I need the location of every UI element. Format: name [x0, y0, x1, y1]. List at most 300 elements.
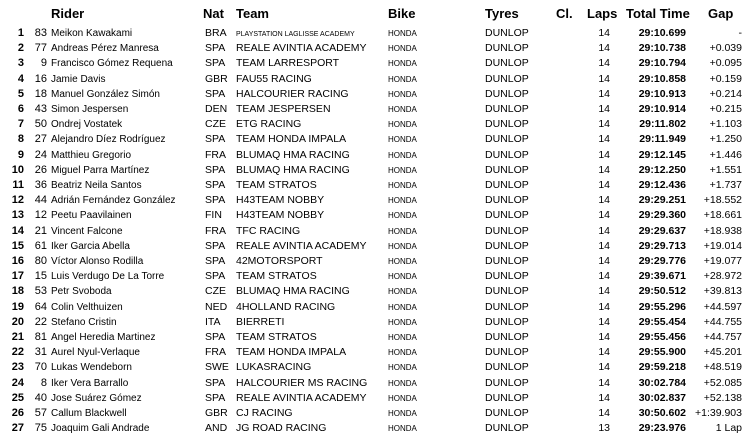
header-gap: Gap	[708, 6, 734, 21]
bike-cell: HONDA	[388, 241, 417, 251]
team-cell: BIERRETI	[236, 315, 285, 328]
tyres-cell: DUNLOP	[485, 179, 529, 191]
team-cell: TFC RACING	[236, 224, 301, 237]
position-cell: 4	[17, 72, 24, 85]
team-cell: REALE AVINTIA ACADEMY	[236, 239, 367, 252]
rider-number-cell: 16	[34, 72, 47, 85]
position-cell: 17	[11, 270, 24, 283]
table-row	[0, 421, 745, 436]
table-row	[0, 148, 745, 163]
team-cell: TEAM STRATOS	[236, 270, 317, 283]
total-time-cell: 29:12.436	[638, 179, 686, 191]
total-time-cell: 29:10.914	[638, 103, 686, 115]
position-cell: 25	[11, 391, 24, 404]
tyres-cell: DUNLOP	[485, 346, 529, 359]
total-time-cell: 29:10.913	[638, 87, 686, 100]
rider-name-cell: Matthieu Gregorio	[51, 149, 132, 161]
nationality-cell: SPA	[205, 270, 226, 283]
bike-cell: HONDA	[388, 378, 417, 388]
position-cell: 22	[11, 346, 24, 359]
nationality-cell: FRA	[205, 346, 226, 359]
bike-cell: HONDA	[388, 89, 417, 99]
table-row	[0, 391, 745, 406]
bike-cell: HONDA	[388, 409, 417, 418]
table-row	[0, 376, 745, 391]
rider-number-cell: 50	[34, 118, 47, 131]
table-row	[0, 193, 745, 208]
team-cell: H43TEAM NOBBY	[236, 194, 325, 207]
laps-cell: 14	[598, 224, 610, 237]
nationality-cell: ITA	[205, 315, 221, 328]
results-table-header	[0, 0, 745, 26]
nationality-cell: SPA	[205, 87, 226, 100]
bike-cell: HONDA	[388, 257, 417, 266]
header-bike: Bike	[388, 6, 416, 21]
laps-cell: 14	[598, 285, 610, 298]
rider-name-cell: Aurel Nyul-Verlaque	[51, 347, 140, 359]
bike-cell: HONDA	[388, 393, 417, 403]
position-cell: 23	[11, 361, 24, 374]
total-time-cell: 30:50.602	[638, 407, 686, 419]
position-cell: 13	[11, 209, 24, 222]
tyres-cell: DUNLOP	[485, 27, 529, 39]
rider-number-cell: 81	[34, 331, 47, 343]
tyres-cell: DUNLOP	[485, 315, 529, 328]
team-cell: JG ROAD RACING	[236, 422, 327, 435]
team-cell: HALCOURIER RACING	[236, 87, 349, 100]
laps-cell: 13	[598, 422, 610, 435]
team-cell: TEAM STRATOS	[236, 179, 317, 191]
gap-cell: +0.095	[709, 57, 742, 70]
rider-name-cell: Peetu Paavilainen	[51, 210, 132, 222]
team-cell: BLUMAQ HMA RACING	[236, 163, 350, 176]
nationality-cell: NED	[205, 300, 228, 313]
laps-cell: 14	[598, 376, 610, 389]
laps-cell: 14	[598, 57, 610, 70]
bike-cell: HONDA	[388, 226, 417, 236]
header-nat: Nat	[203, 6, 224, 21]
nationality-cell: SPA	[205, 57, 226, 70]
tyres-cell: DUNLOP	[485, 270, 529, 283]
rider-name-cell: Alejandro Díez Rodríguez	[51, 134, 166, 146]
team-cell: TEAM HONDA IMPALA	[236, 133, 347, 146]
position-cell: 12	[11, 194, 24, 207]
rider-name-cell: Lukas Wendeborn	[51, 362, 132, 374]
team-cell: LUKASRACING	[236, 361, 312, 374]
nationality-cell: SPA	[205, 376, 226, 389]
bike-cell: HONDA	[388, 287, 417, 297]
rider-name-cell: Angel Heredia Martinez	[51, 332, 156, 343]
total-time-cell: 29:55.900	[638, 346, 686, 359]
gap-cell: +1:39.903	[694, 407, 742, 419]
total-time-cell: 30:02.784	[638, 376, 686, 389]
tyres-cell: DUNLOP	[485, 118, 529, 131]
rider-number-cell: 24	[34, 148, 47, 161]
position-cell: 10	[11, 163, 24, 176]
tyres-cell: DUNLOP	[485, 239, 529, 252]
laps-cell: 14	[598, 27, 610, 39]
gap-cell: +52.138	[703, 391, 742, 404]
laps-cell: 14	[598, 42, 610, 55]
nationality-cell: DEN	[205, 103, 228, 115]
rider-name-cell: Francisco Gómez Requena	[51, 58, 173, 70]
total-time-cell: 29:23.976	[638, 422, 686, 435]
tyres-cell: DUNLOP	[485, 391, 529, 404]
tyres-cell: DUNLOP	[485, 42, 529, 55]
bike-cell: HONDA	[388, 29, 417, 38]
gap-cell: +18.552	[703, 194, 742, 207]
nationality-cell: SPA	[205, 239, 226, 252]
team-cell: BLUMAQ HMA RACING	[236, 285, 350, 298]
rider-name-cell: Iker Garcia Abella	[51, 240, 130, 252]
nationality-cell: GBR	[205, 72, 228, 85]
rider-number-cell: 18	[34, 87, 47, 100]
nationality-cell: CZE	[205, 118, 226, 131]
total-time-cell: 29:10.699	[638, 27, 686, 39]
position-cell: 21	[11, 331, 24, 343]
laps-cell: 14	[598, 118, 610, 131]
laps-cell: 14	[598, 87, 610, 100]
header-total-time: Total Time	[626, 6, 690, 21]
nationality-cell: AND	[205, 422, 228, 435]
rider-name-cell: Iker Vera Barrallo	[51, 377, 129, 389]
table-row	[0, 178, 745, 193]
team-cell: TEAM STRATOS	[236, 331, 317, 343]
team-cell: ETG RACING	[236, 118, 302, 131]
bike-cell: HONDA	[388, 302, 417, 312]
total-time-cell: 29:10.858	[638, 72, 686, 85]
laps-cell: 14	[598, 103, 610, 115]
laps-cell: 14	[598, 391, 610, 404]
rider-name-cell: Luis Verdugo De La Torre	[51, 271, 165, 283]
gap-cell: +0.214	[709, 87, 742, 100]
gap-cell: +1.551	[709, 163, 742, 176]
tyres-cell: DUNLOP	[485, 331, 529, 343]
rider-number-cell: 70	[34, 361, 47, 374]
gap-cell: +45.201	[703, 346, 742, 359]
bike-cell: HONDA	[388, 211, 417, 221]
laps-cell: 14	[598, 361, 610, 374]
rider-name-cell: Adrián Fernández González	[51, 195, 176, 207]
tyres-cell: DUNLOP	[485, 209, 529, 222]
table-row	[0, 87, 745, 102]
gap-cell: +1.446	[709, 148, 742, 161]
table-row	[0, 163, 745, 178]
bike-cell: HONDA	[388, 165, 417, 175]
laps-cell: 14	[598, 163, 610, 176]
gap-cell: +52.085	[703, 376, 742, 389]
gap-cell: 1 Lap	[715, 422, 742, 435]
team-cell: HALCOURIER MS RACING	[236, 376, 368, 389]
tyres-cell: DUNLOP	[485, 285, 529, 298]
laps-cell: 14	[598, 300, 610, 313]
nationality-cell: FRA	[205, 224, 226, 237]
team-cell: 42MOTORSPORT	[236, 255, 323, 267]
rider-number-cell: 12	[34, 209, 47, 222]
gap-cell: +0.159	[709, 72, 742, 85]
rider-number-cell: 80	[34, 255, 47, 267]
gap-cell: +44.757	[703, 331, 742, 343]
total-time-cell: 29:29.360	[638, 209, 686, 222]
bike-cell: HONDA	[388, 44, 417, 54]
tyres-cell: DUNLOP	[485, 163, 529, 176]
rider-name-cell: Manuel González Simón	[51, 88, 160, 100]
rider-number-cell: 75	[34, 422, 47, 435]
position-cell: 1	[17, 27, 24, 39]
position-cell: 11	[12, 179, 24, 191]
position-cell: 9	[17, 148, 24, 161]
rider-number-cell: 53	[34, 285, 47, 298]
rider-name-cell: Colin Velthuizen	[51, 301, 123, 313]
rider-name-cell: Ondrej Vostatek	[51, 119, 123, 131]
gap-cell: +1.250	[709, 133, 742, 146]
bike-cell: HONDA	[388, 317, 417, 327]
table-row	[0, 345, 745, 360]
header-laps: Laps	[587, 6, 618, 21]
position-cell: 19	[11, 300, 24, 313]
gap-cell: +1.737	[709, 179, 742, 191]
rider-name-cell: Víctor Alonso Rodilla	[51, 256, 144, 267]
bike-cell: HONDA	[388, 348, 417, 358]
table-row	[0, 41, 745, 56]
rider-number-cell: 9	[40, 57, 47, 70]
tyres-cell: DUNLOP	[485, 133, 529, 146]
gap-cell: +0.215	[709, 103, 742, 115]
team-cell: FAU55 RACING	[236, 72, 312, 85]
position-cell: 3	[17, 57, 24, 70]
nationality-cell: FIN	[205, 209, 222, 222]
tyres-cell: DUNLOP	[485, 376, 529, 389]
rider-number-cell: 43	[34, 103, 47, 115]
nationality-cell: SPA	[205, 179, 226, 191]
tyres-cell: DUNLOP	[485, 87, 529, 100]
tyres-cell: DUNLOP	[485, 300, 529, 313]
rider-name-cell: Vincent Falcone	[51, 225, 123, 237]
tyres-cell: DUNLOP	[485, 103, 529, 115]
total-time-cell: 29:55.456	[638, 331, 686, 343]
total-time-cell: 29:29.776	[638, 255, 686, 267]
total-time-cell: 29:12.145	[638, 148, 686, 161]
bike-cell: HONDA	[388, 272, 417, 282]
total-time-cell: 29:29.713	[638, 239, 686, 252]
rider-name-cell: Callum Blackwell	[51, 408, 127, 419]
rider-number-cell: 26	[34, 163, 47, 176]
table-row	[0, 360, 745, 375]
total-time-cell: 29:10.794	[638, 57, 686, 70]
nationality-cell: BRA	[205, 27, 227, 39]
nationality-cell: SPA	[205, 194, 226, 207]
tyres-cell: DUNLOP	[485, 224, 529, 237]
total-time-cell: 29:50.512	[638, 285, 686, 298]
total-time-cell: 29:29.637	[638, 224, 686, 237]
rider-number-cell: 27	[34, 133, 47, 146]
total-time-cell: 29:55.296	[638, 300, 686, 313]
nationality-cell: GBR	[205, 407, 228, 419]
rider-number-cell: 8	[40, 376, 47, 389]
laps-cell: 14	[598, 179, 610, 191]
header-class: Cl.	[556, 6, 573, 21]
nationality-cell: SPA	[205, 42, 226, 55]
gap-cell: +19.014	[703, 239, 742, 252]
laps-cell: 14	[598, 239, 610, 252]
bike-cell: HONDA	[388, 363, 417, 373]
position-cell: 27	[11, 422, 24, 435]
rider-name-cell: Stefano Cristin	[51, 316, 117, 328]
rider-name-cell: Jamie Davis	[51, 73, 106, 85]
position-cell: 5	[17, 87, 24, 100]
table-row	[0, 330, 745, 345]
position-cell: 20	[11, 315, 24, 328]
total-time-cell: 29:55.454	[638, 315, 686, 328]
table-row	[0, 406, 745, 421]
nationality-cell: SWE	[205, 361, 229, 374]
rider-name-cell: Miguel Parra Martínez	[51, 164, 150, 176]
table-row	[0, 72, 745, 87]
table-row	[0, 224, 745, 239]
rider-name-cell: Simon Jespersen	[51, 104, 129, 115]
gap-cell: +18.661	[703, 209, 742, 222]
tyres-cell: DUNLOP	[485, 407, 529, 419]
laps-cell: 14	[598, 346, 610, 359]
table-row	[0, 132, 745, 147]
laps-cell: 14	[598, 133, 610, 146]
laps-cell: 14	[598, 255, 610, 267]
position-cell: 8	[17, 133, 24, 146]
bike-cell: HONDA	[388, 181, 417, 190]
total-time-cell: 29:29.251	[638, 194, 686, 207]
gap-cell: +28.972	[703, 270, 742, 283]
tyres-cell: DUNLOP	[485, 361, 529, 374]
bike-cell: HONDA	[388, 196, 417, 206]
rider-name-cell: Petr Svoboda	[51, 286, 112, 298]
rider-name-cell: Meikon Kawakami	[51, 28, 133, 39]
total-time-cell: 29:39.671	[638, 270, 686, 283]
team-cell: CJ RACING	[236, 407, 293, 419]
rider-number-cell: 57	[34, 407, 47, 419]
rider-number-cell: 77	[34, 42, 47, 55]
bike-cell: HONDA	[388, 150, 417, 160]
rider-name-cell: Jose Suárez Gómez	[51, 392, 142, 404]
rider-name-cell: Beatriz Neila Santos	[51, 180, 142, 191]
position-cell: 18	[11, 285, 24, 298]
team-cell: REALE AVINTIA ACADEMY	[236, 391, 367, 404]
gap-cell: +44.755	[703, 315, 742, 328]
nationality-cell: SPA	[205, 163, 226, 176]
rider-name-cell: Andreas Pérez Manresa	[51, 43, 159, 55]
tyres-cell: DUNLOP	[485, 57, 529, 70]
nationality-cell: SPA	[205, 133, 226, 146]
rider-number-cell: 36	[34, 179, 47, 191]
rider-number-cell: 31	[34, 346, 47, 359]
header-team: Team	[236, 6, 269, 21]
team-cell: TEAM HONDA IMPALA	[236, 346, 347, 359]
team-cell: 4HOLLAND RACING	[236, 300, 336, 313]
rider-number-cell: 22	[34, 315, 47, 328]
gap-cell: +18.938	[703, 224, 742, 237]
laps-cell: 14	[598, 331, 610, 343]
gap-cell: +44.597	[703, 300, 742, 313]
table-row	[0, 208, 745, 223]
table-row	[0, 117, 745, 132]
tyres-cell: DUNLOP	[485, 422, 529, 435]
laps-cell: 14	[598, 72, 610, 85]
position-cell: 7	[17, 118, 24, 131]
table-row	[0, 239, 745, 254]
position-cell: 2	[17, 42, 24, 55]
rider-number-cell: 61	[34, 239, 47, 252]
tyres-cell: DUNLOP	[485, 194, 529, 207]
table-row	[0, 300, 745, 315]
gap-cell: +0.039	[709, 42, 742, 55]
rider-name-cell: Joaquim Gali Andrade	[51, 423, 150, 435]
total-time-cell: 29:11.949	[639, 133, 686, 146]
bike-cell: HONDA	[388, 424, 417, 434]
position-cell: 24	[11, 376, 24, 389]
rider-number-cell: 44	[34, 194, 47, 207]
nationality-cell: SPA	[205, 331, 226, 343]
rider-number-cell: 83	[34, 27, 47, 39]
table-row	[0, 56, 745, 71]
table-row	[0, 269, 745, 284]
tyres-cell: DUNLOP	[485, 148, 529, 161]
bike-cell: HONDA	[388, 120, 417, 130]
rider-number-cell: 21	[34, 224, 47, 237]
laps-cell: 14	[598, 270, 610, 283]
team-cell: REALE AVINTIA ACADEMY	[236, 42, 367, 55]
bike-cell: HONDA	[388, 105, 417, 114]
laps-cell: 14	[598, 209, 610, 222]
laps-cell: 14	[598, 407, 610, 419]
header-tyres: Tyres	[485, 6, 519, 21]
bike-cell: HONDA	[388, 74, 417, 84]
rider-number-cell: 15	[34, 270, 47, 283]
team-cell: TEAM LARRESPORT	[236, 57, 340, 70]
rider-number-cell: 40	[34, 391, 47, 404]
rider-number-cell: 64	[34, 300, 47, 313]
position-cell: 26	[11, 407, 24, 419]
gap-cell: +19.077	[703, 255, 742, 267]
table-row	[0, 254, 745, 269]
laps-cell: 14	[598, 194, 610, 207]
nationality-cell: SPA	[205, 391, 226, 404]
nationality-cell: FRA	[205, 148, 226, 161]
position-cell: 15	[11, 239, 24, 252]
gap-cell: +1.103	[709, 118, 742, 131]
tyres-cell: DUNLOP	[485, 255, 529, 267]
laps-cell: 14	[598, 148, 610, 161]
laps-cell: 14	[598, 315, 610, 328]
table-row	[0, 102, 745, 117]
team-cell: PLAYSTATION LAGLISSE ACADEMY	[236, 31, 355, 38]
nationality-cell: CZE	[205, 285, 226, 298]
nationality-cell: SPA	[205, 255, 226, 267]
team-cell: H43TEAM NOBBY	[236, 209, 325, 222]
bike-cell: HONDA	[388, 59, 417, 69]
tyres-cell: DUNLOP	[485, 72, 529, 85]
bike-cell: HONDA	[388, 135, 417, 145]
team-cell: TEAM JESPERSEN	[236, 103, 331, 115]
total-time-cell: 29:10.738	[638, 42, 686, 55]
total-time-cell: 30:02.837	[638, 391, 686, 404]
gap-cell: -	[738, 27, 742, 39]
gap-cell: +48.519	[703, 361, 742, 374]
header-rider: Rider	[51, 6, 85, 21]
table-row	[0, 315, 745, 330]
table-row	[0, 284, 745, 299]
total-time-cell: 29:12.250	[638, 163, 686, 176]
gap-cell: +39.813	[703, 285, 742, 298]
team-cell: BLUMAQ HMA RACING	[236, 148, 350, 161]
